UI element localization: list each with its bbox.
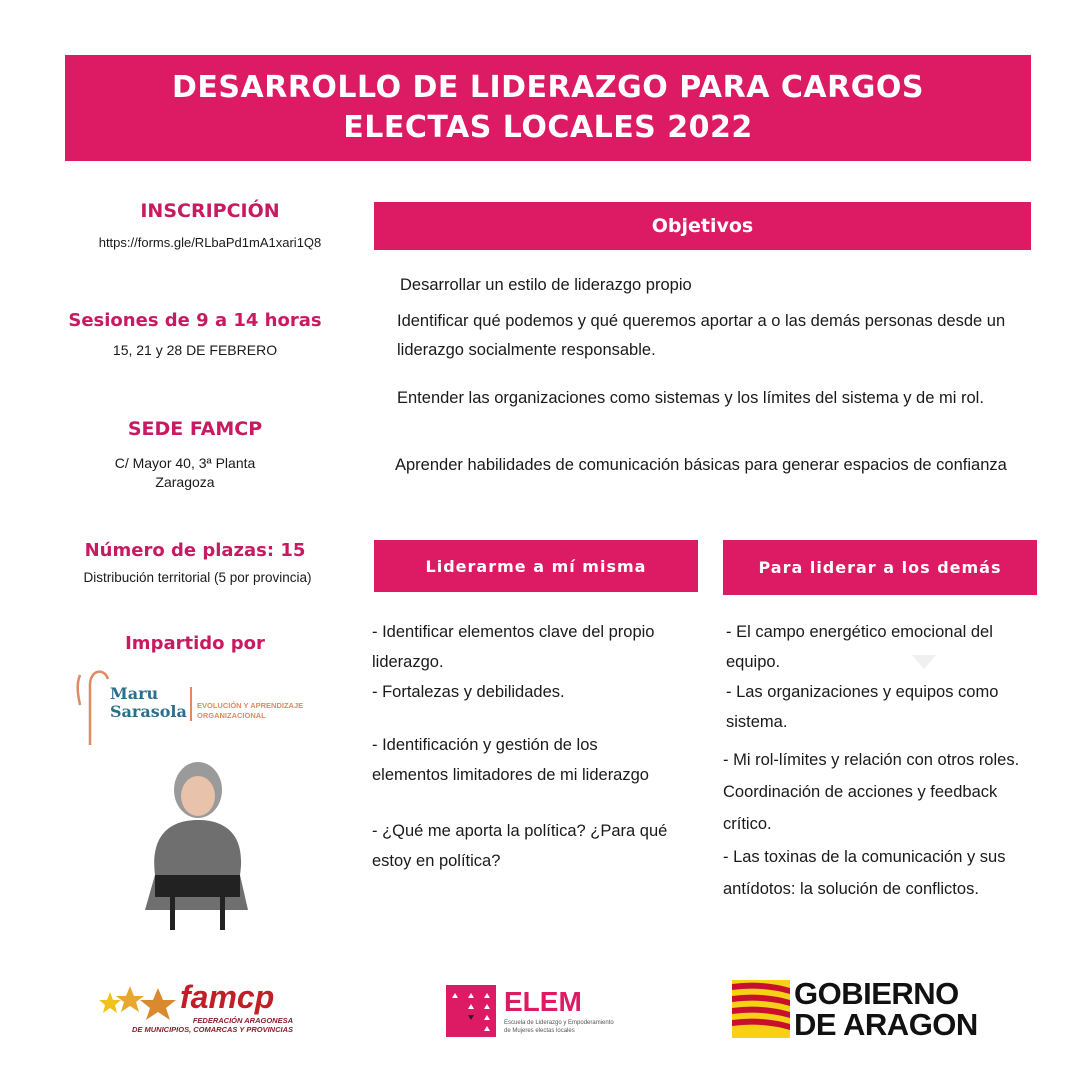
objetivo-item: Entender las organizaciones como sistemas y los límites del sistema y de mi rol. [397,389,984,407]
session-dates: 15, 21 y 28 DE FEBRERO [112,342,278,358]
elem-wordmark: ELEM [504,986,582,1017]
elem-grid-icon [446,985,496,1037]
plazas-heading: Número de plazas: 15 [84,540,306,561]
page-title: DESARROLLO DE LIDERAZGO PARA CARGOS ELECTAS LOCALES 2022 [172,70,924,145]
maru-sarasola-logo [72,665,322,750]
decorative-triangle-icon [912,655,936,669]
liderarme-item: - Identificar elementos clave del propio liderazgo. [372,623,655,671]
inscripcion-link[interactable]: https://forms.gle/RLbaPd1mA1xari1Q8 [98,235,322,250]
objetivo-item: Desarrollar un estilo de liderazgo propio [400,276,692,294]
sesiones-heading: Sesiones de 9 a 14 horas [68,310,322,331]
sarasola-name: Sarasola [110,702,187,721]
liderarme-heading: Liderarme a mí misma [425,556,647,576]
liderar-demas-heading-box [723,540,1037,595]
liderarme-item: - ¿Qué me aporta la política? ¿Para qué estoy en política? [372,822,668,870]
objetivos-heading-box [374,202,1031,250]
sede-heading: SEDE FAMCP [127,418,263,440]
liderar-demas-item: - El campo energético emocional del equipo. [726,623,993,671]
objetivo-item: Aprender habilidades de comunicación básicas para generar espacios de confianza [395,456,1007,474]
logo-tag-1: EVOLUCIÓN Y APRENDIZAJE [197,701,304,710]
liderarme-item: - Fortalezas y debilidades. [372,683,565,701]
logo-tag-2: ORGANIZACIONAL [197,711,266,720]
gobierno-aragon-logo [730,978,1000,1040]
title-banner [65,55,1031,161]
objetivo-item: Identificar qué podemos y qué queremos aportar a o las demás personas desde un liderazgo socialmente responsable. [397,312,1006,359]
famcp-logo [98,980,298,1040]
sede-address: C/ Mayor 40, 3ª Planta [114,455,256,471]
gobierno-line1: GOBIERNO [794,976,959,1011]
liderar-demas-item: - Las toxinas de la comunicación y sus antídotos: la solución de conflictos. [723,848,1006,898]
cane-icon [72,665,112,750]
famcp-line2: DE MUNICIPIOS, COMARCAS Y PROVINCIAS [132,1025,293,1034]
inscripcion-heading: INSCRIPCIÓN [140,200,280,222]
person-photo-icon [130,750,265,932]
liderarme-item: - Identificación y gestión de los elementos limitadores de mi liderazgo [372,736,649,784]
famcp-line1: FEDERACIÓN ARAGONESA [192,1016,293,1025]
plazas-detail: Distribución territorial (5 por provincia) [83,570,312,585]
elem-logo [446,985,636,1040]
maru-name: Maru [110,684,159,703]
liderarme-heading-box [374,540,698,592]
famcp-wordmark: famcp [180,979,275,1015]
liderar-demas-item: - Las organizaciones y equipos como sistema. [726,683,999,731]
liderar-demas-item: - Mi rol-límites y relación con otros roles. Coordinación de acciones y feedback crítico. [723,751,1020,833]
liderar-demas-heading: Para liderar a los demás [758,558,1002,577]
impartido-heading: Impartido por [125,633,265,654]
elem-line1: Escuela de Liderazgo y Empoderamiento [504,1020,614,1026]
sede-city: Zaragoza [155,474,215,490]
gobierno-line2: DE ARAGON [794,1007,978,1042]
elem-line2: de Mujeres electas locales [504,1028,575,1034]
aragon-flag-icon [732,980,790,1038]
instructor-photo [130,750,265,932]
objetivos-heading: Objetivos [651,215,754,237]
